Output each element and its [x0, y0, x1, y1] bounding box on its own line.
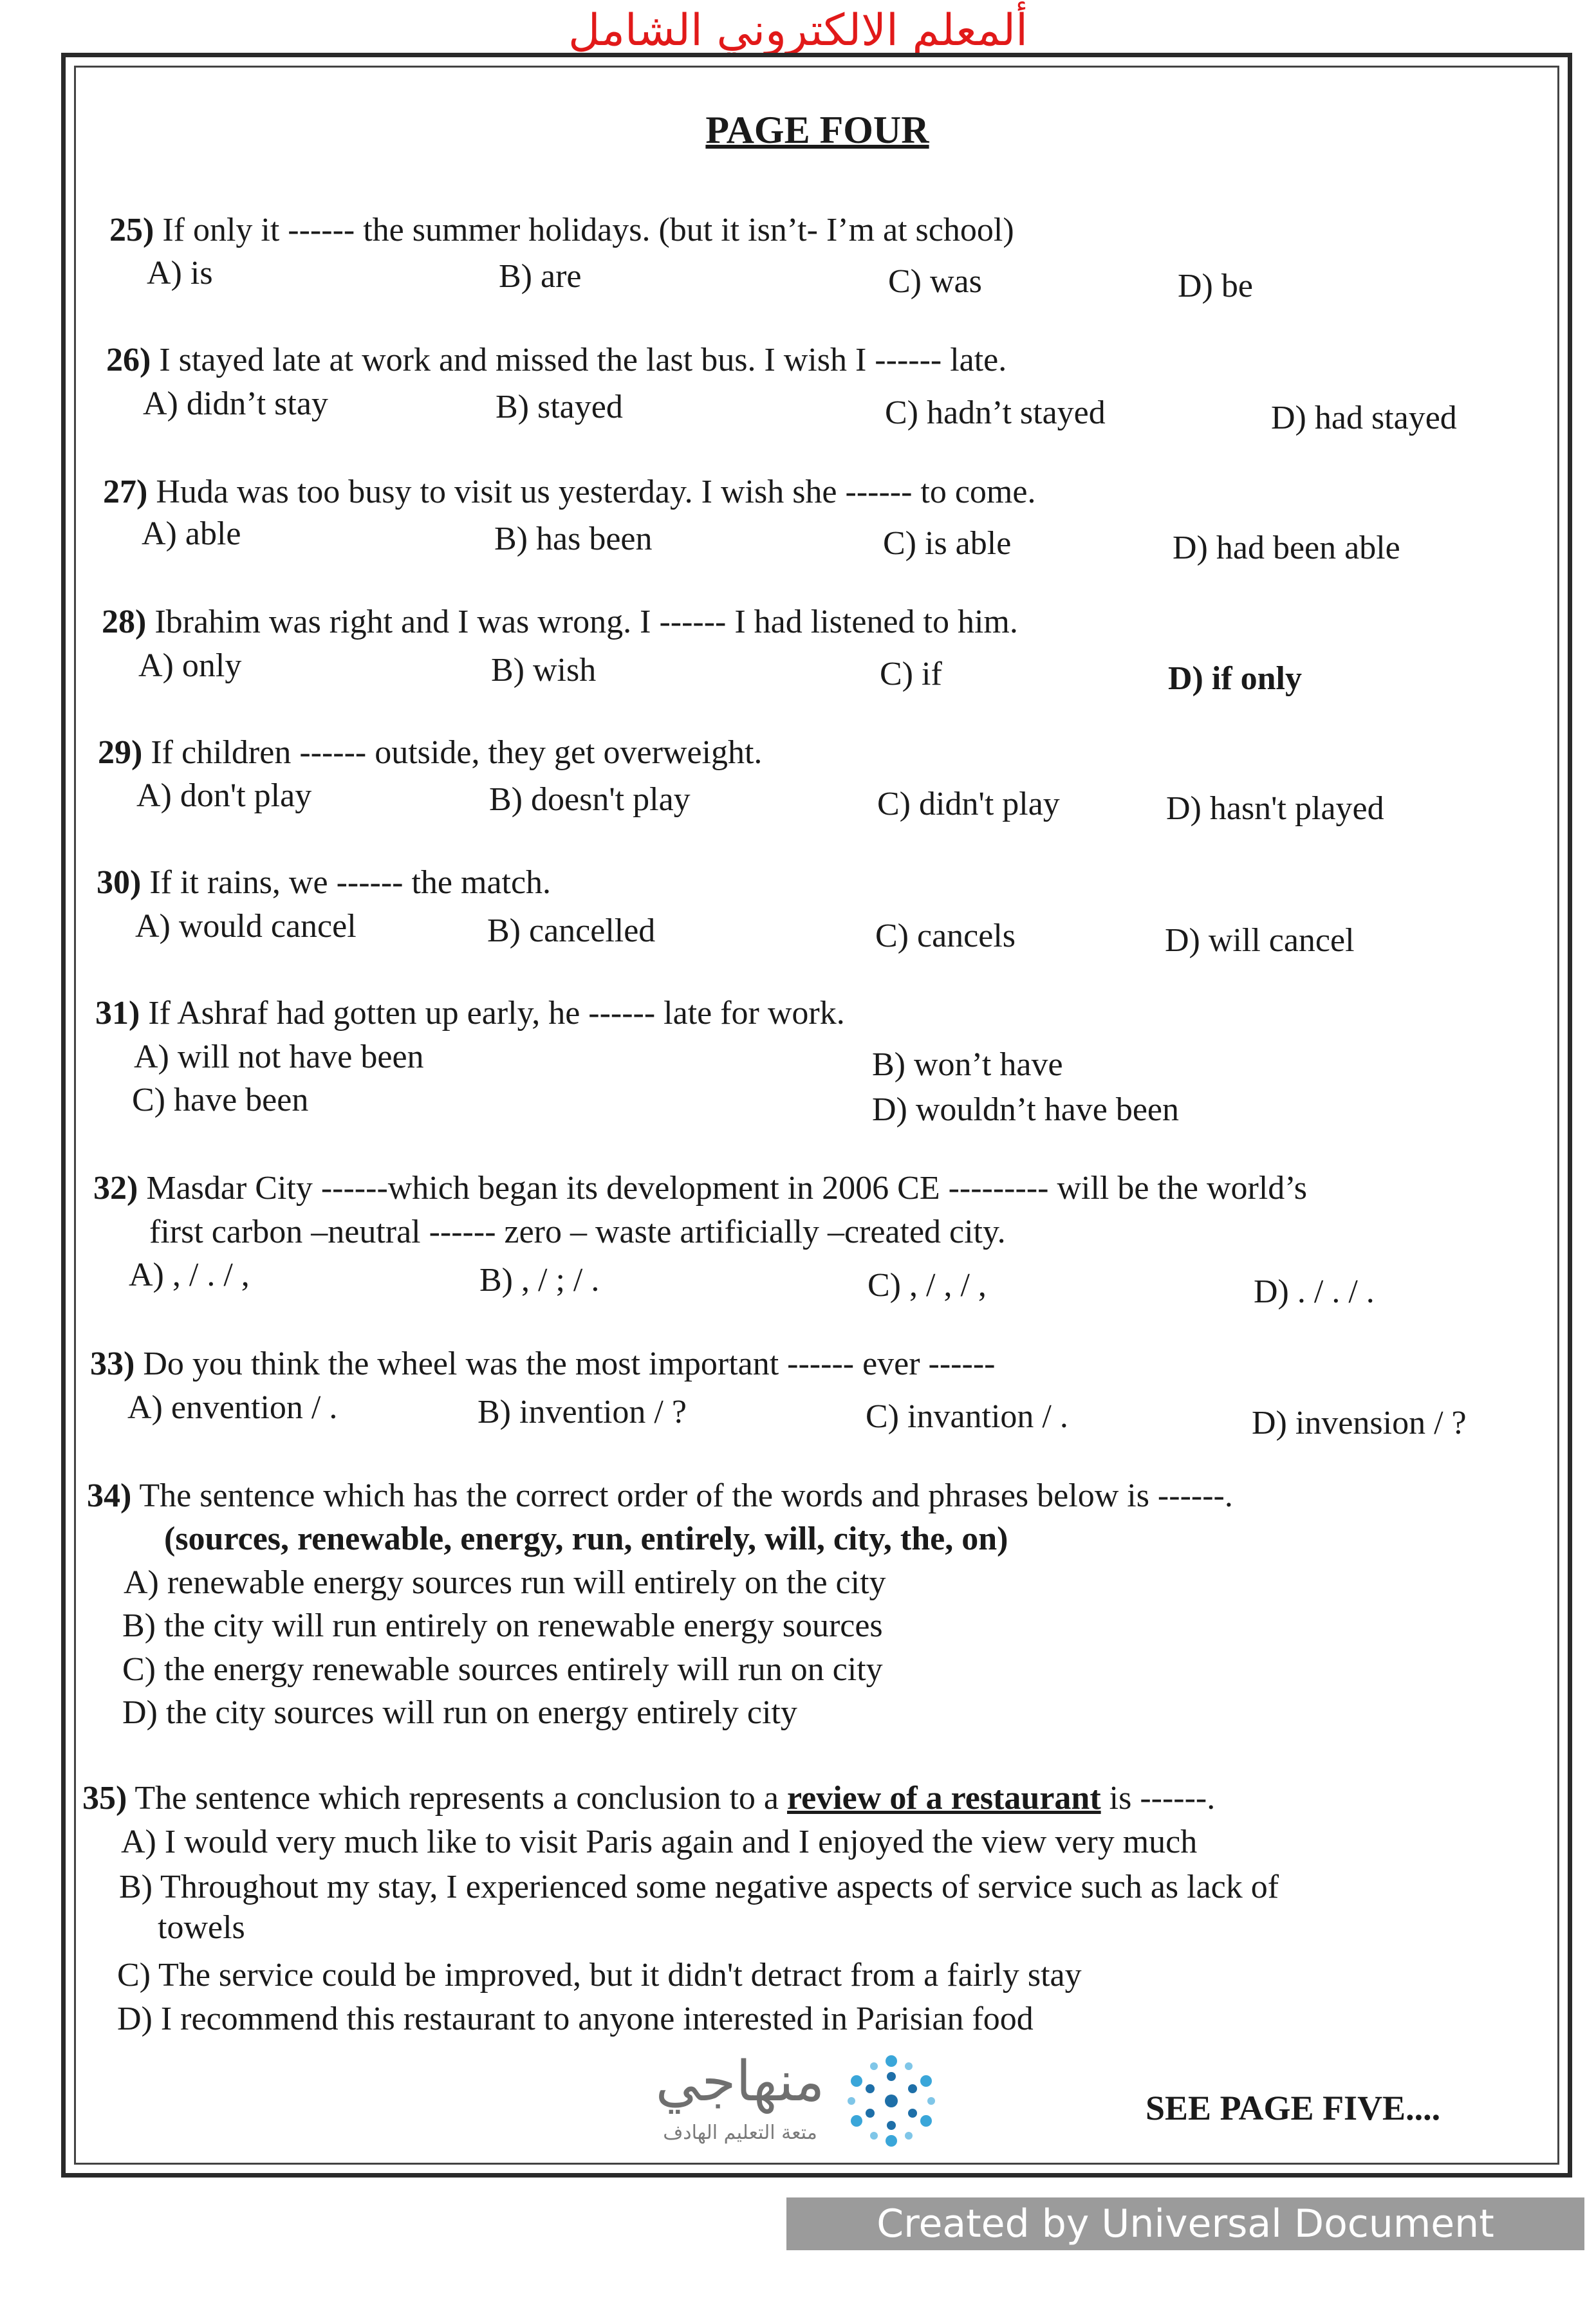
question-25-stem: 25) If only it ------ the summer holidays. (but it isn’t- I’m at school)	[109, 212, 1014, 248]
question-33-option-a[interactable]: A) envention / .	[127, 1389, 338, 1426]
site-banner: ألمعلم الالكتروني الشامل	[568, 5, 1028, 56]
question-35-option-a[interactable]: A) I would very much like to visit Paris again and I enjoyed the view very much	[121, 1824, 1198, 1860]
question-27-option-b[interactable]: B) has been	[494, 521, 653, 557]
question-27-option-d[interactable]: D) had been able	[1173, 530, 1400, 566]
question-35-option-b-continued: towels	[158, 1909, 245, 1946]
question-29-option-a[interactable]: A) don't play	[136, 777, 312, 814]
question-28-option-a[interactable]: A) only	[138, 647, 242, 684]
question-27-option-c[interactable]: C) is able	[883, 525, 1012, 562]
question-33-stem: 33) Do you think the wheel was the most important ------ ever ------	[90, 1346, 996, 1382]
question-26-stem: 26) I stayed late at work and missed the last bus. I wish I ------ late.	[106, 342, 1007, 378]
question-26-option-c[interactable]: C) hadn’t stayed	[885, 394, 1106, 431]
question-35-option-c[interactable]: C) The service could be improved, but it didn't detract from a fairly stay	[117, 1957, 1082, 1993]
question-33-option-d[interactable]: D) invension / ?	[1252, 1405, 1467, 1441]
question-28-option-c[interactable]: C) if	[880, 656, 942, 692]
question-31-option-c[interactable]: C) have been	[132, 1082, 309, 1118]
question-29-option-d[interactable]: D) hasn't played	[1166, 790, 1384, 827]
question-34-option-a[interactable]: A) renewable energy sources run will entirely on the city	[124, 1564, 886, 1601]
question-30-option-c[interactable]: C) cancels	[875, 918, 1016, 954]
question-25-option-a[interactable]: A) is	[147, 255, 213, 291]
question-34-option-b[interactable]: B) the city will run entirely on renewable energy sources	[122, 1607, 883, 1644]
question-30-option-d[interactable]: D) will cancel	[1165, 922, 1355, 959]
question-34-stem: 34) The sentence which has the correct order of the words and phrases below is ------.	[87, 1477, 1233, 1514]
question-33-option-b[interactable]: B) invention / ?	[478, 1394, 687, 1430]
question-29-option-b[interactable]: B) doesn't play	[489, 781, 691, 818]
question-32-option-c[interactable]: C) , / , / ,	[868, 1267, 987, 1304]
question-32-option-b[interactable]: B) , / ; / .	[479, 1262, 600, 1299]
question-27-stem: 27) Huda was too busy to visit us yesterday. I wish she ------ to come.	[103, 474, 1036, 510]
question-31-option-d[interactable]: D) wouldn’t have been	[872, 1091, 1180, 1128]
question-34-option-d[interactable]: D) the city sources will run on energy entirely city	[122, 1694, 797, 1731]
question-28-option-b[interactable]: B) wish	[491, 652, 597, 689]
question-32-stem-line2: first carbon –neutral ------ zero – waste artificially –created city.	[149, 1214, 1006, 1250]
question-26-option-d[interactable]: D) had stayed	[1271, 400, 1457, 436]
logo-tagline: متعة التعليم الهادف	[663, 2122, 817, 2144]
converter-watermark: Created by Universal Document Converter	[786, 2197, 1584, 2250]
question-35-option-b[interactable]: B) Throughout my stay, I experienced some negative aspects of service such as lack of	[119, 1869, 1279, 1905]
question-26-option-a[interactable]: A) didn’t stay	[143, 385, 328, 422]
question-32-option-d[interactable]: D) . / . / .	[1254, 1273, 1375, 1310]
question-34-word-list: (sources, renewable, energy, run, entirely, will, city, the, on)	[164, 1521, 1008, 1557]
question-31-option-a[interactable]: A) will not have been	[134, 1039, 424, 1075]
page-title: PAGE FOUR	[705, 109, 929, 151]
review-of-a-restaurant-highlight: review of a restaurant	[787, 1780, 1101, 1817]
question-30-option-b[interactable]: B) cancelled	[487, 912, 656, 949]
question-27-option-a[interactable]: A) able	[142, 515, 241, 552]
question-31-stem: 31) If Ashraf had gotten up early, he ------ late for work.	[95, 995, 845, 1031]
question-29-stem: 29) If children ------ outside, they get overweight.	[98, 734, 763, 771]
snowflake-logo-icon	[840, 2049, 943, 2152]
question-26-option-b[interactable]: B) stayed	[496, 389, 623, 425]
question-25-option-b[interactable]: B) are	[499, 258, 582, 295]
logo-wordmark: منهاجي	[655, 2049, 825, 2114]
question-34-option-c[interactable]: C) the energy renewable sources entirely will run on city	[122, 1651, 883, 1688]
question-33-option-c[interactable]: C) invantion / .	[866, 1398, 1068, 1435]
question-25-option-d[interactable]: D) be	[1178, 268, 1253, 304]
see-next-page: SEE PAGE FIVE....	[1146, 2089, 1441, 2127]
manhaji-logo	[644, 2049, 946, 2156]
question-35-stem: 35) The sentence which represents a conclusion to a review of a restaurant is ------.	[82, 1780, 1216, 1817]
question-31-option-b[interactable]: B) won’t have	[872, 1046, 1063, 1083]
question-28-option-d[interactable]: D) if only	[1168, 660, 1302, 697]
question-28-stem: 28) Ibrahim was right and I was wrong. I ------ I had listened to him.	[102, 604, 1018, 640]
question-35-option-d[interactable]: D) I recommend this restaurant to anyone interested in Parisian food	[117, 2001, 1034, 2037]
question-29-option-c[interactable]: C) didn't play	[877, 786, 1060, 822]
question-30-stem: 30) If it rains, we ------ the match.	[97, 864, 552, 901]
question-32-option-a[interactable]: A) , / . / ,	[129, 1257, 250, 1293]
question-25-option-c[interactable]: C) was	[888, 263, 982, 300]
question-32-stem: 32) Masdar City ------which began its development in 2006 CE --------- will be the world’s	[93, 1170, 1307, 1207]
question-30-option-a[interactable]: A) would cancel	[135, 908, 357, 945]
